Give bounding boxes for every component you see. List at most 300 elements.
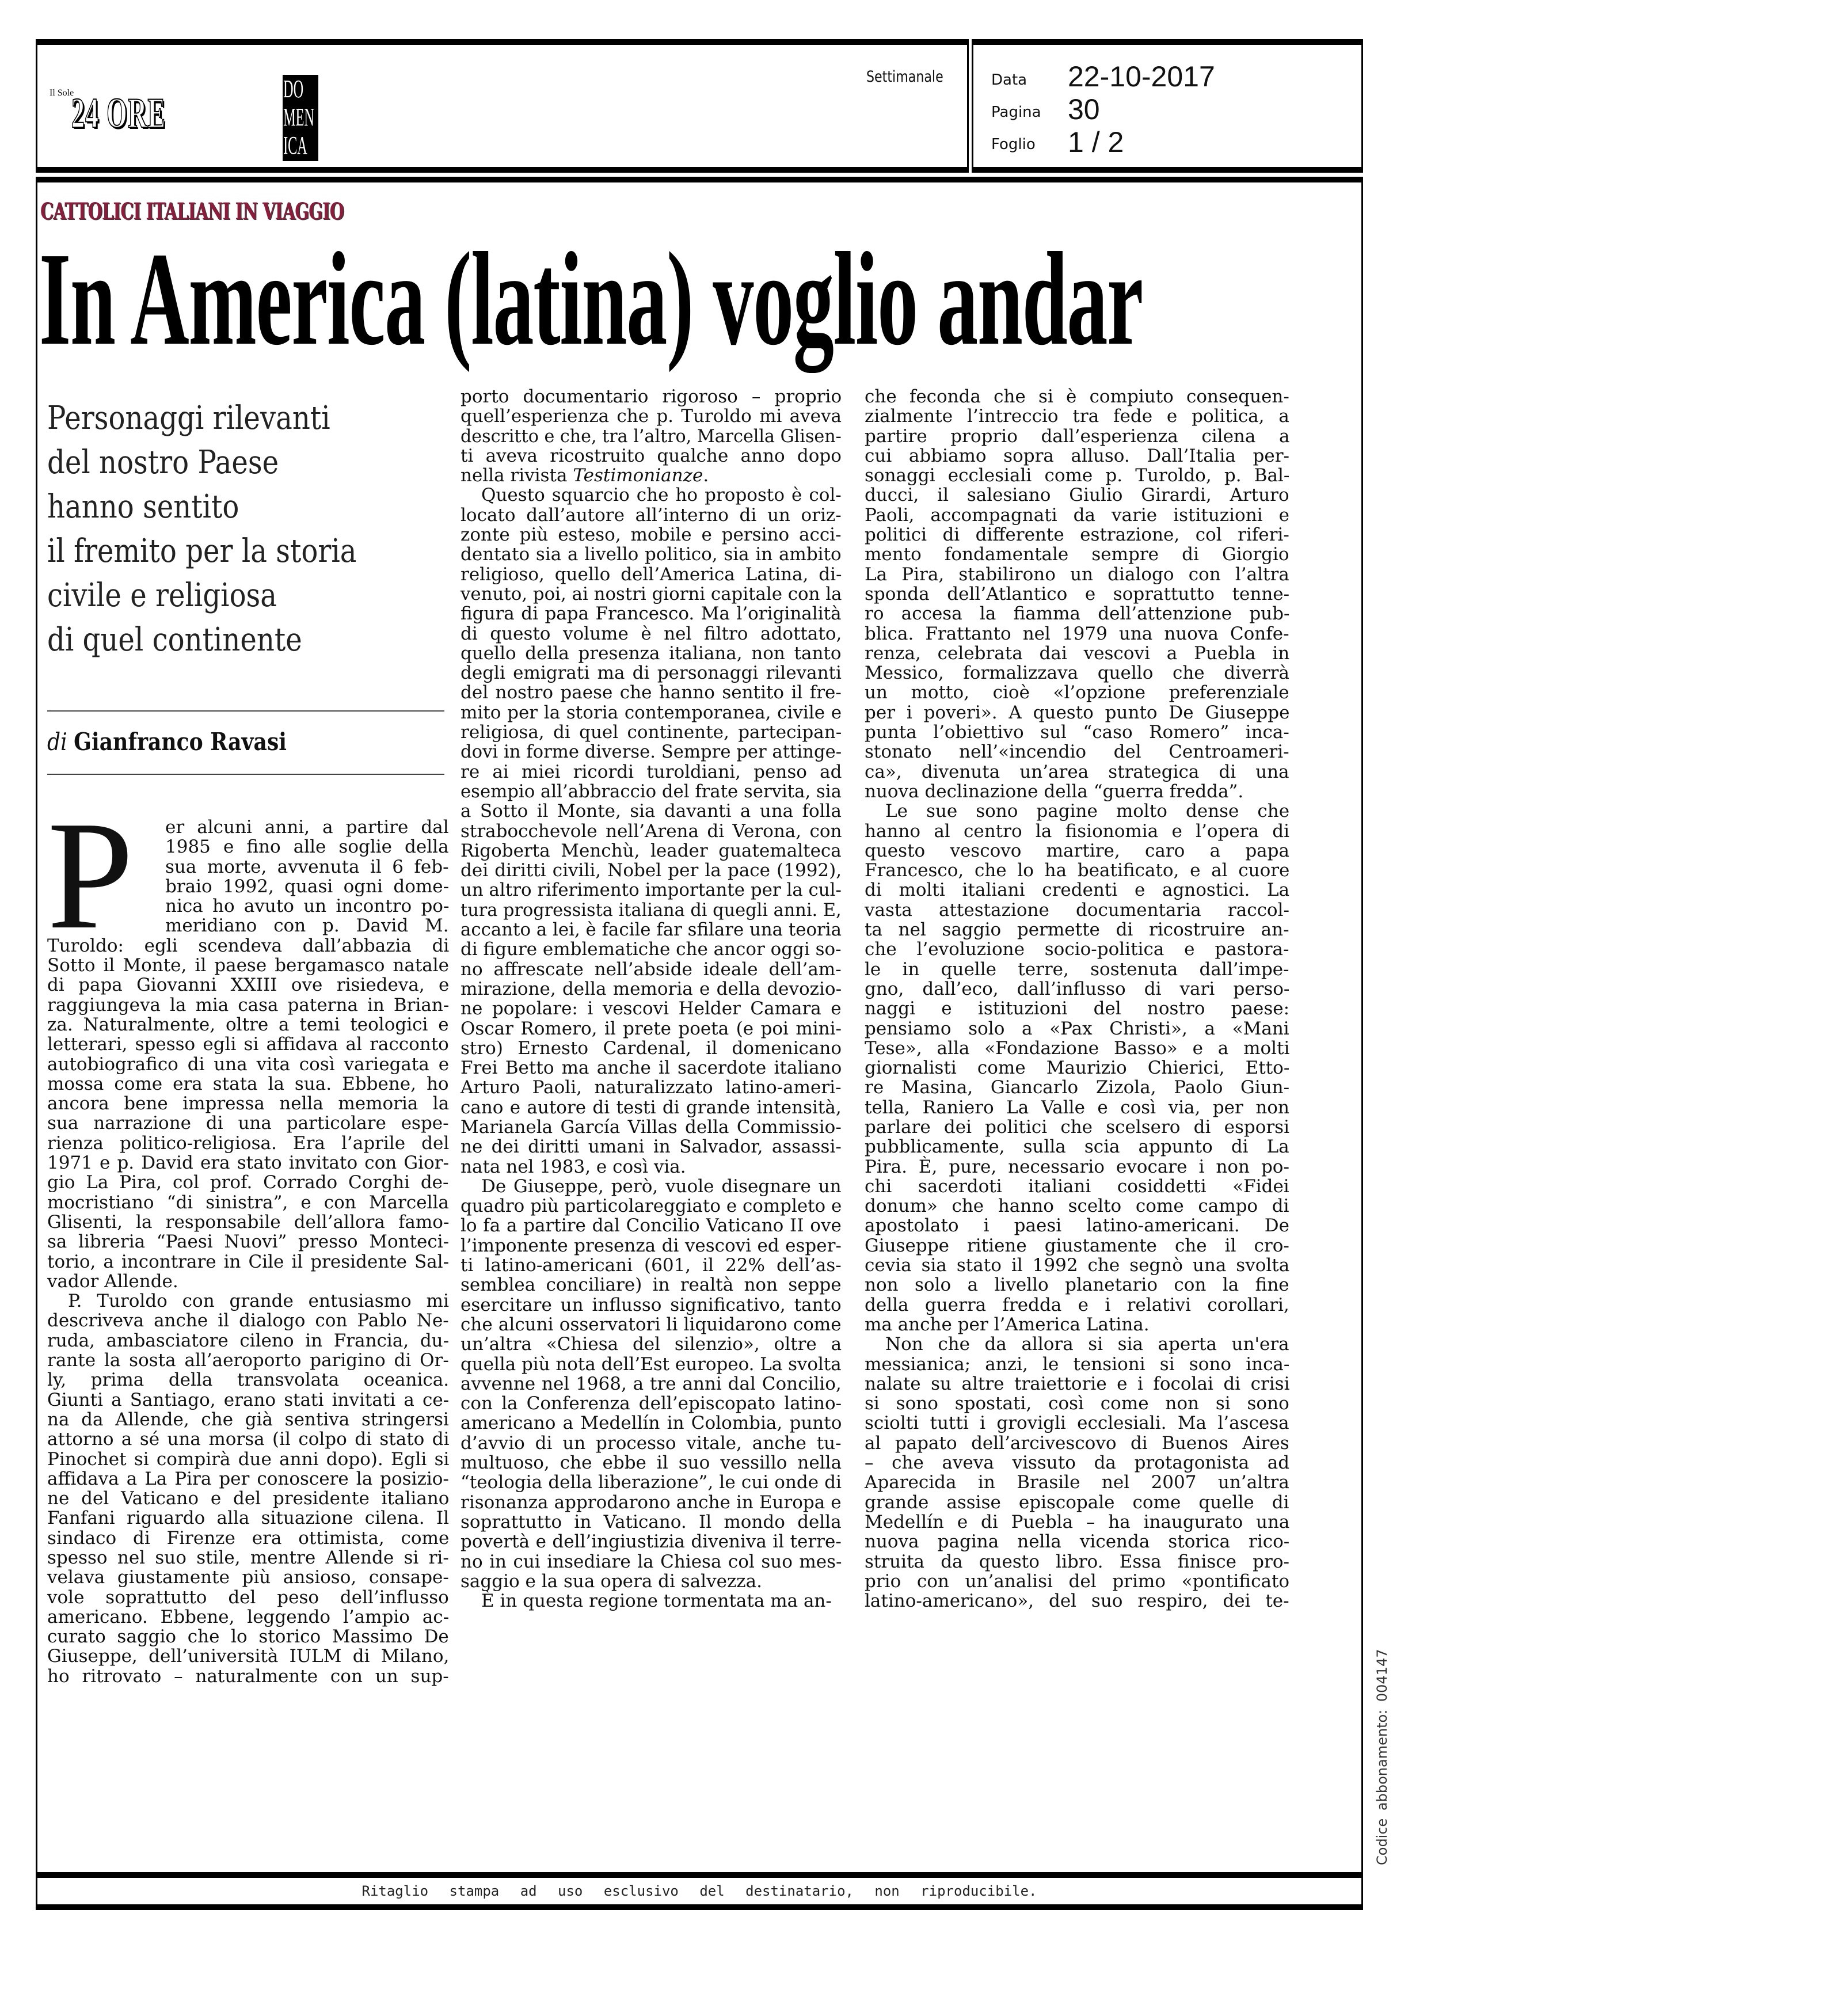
body-line-text — [461, 1078, 842, 1097]
body-line-text — [865, 1512, 1289, 1532]
body-line — [461, 466, 843, 485]
body-line-text — [461, 604, 842, 623]
body-line-words: ducci, il salesiano Giulio Girardi, Arturo — [865, 485, 1289, 506]
body-line-words: Arturo Paoli, naturalizzato latino-ameri- — [461, 1077, 842, 1098]
body-line — [461, 1295, 843, 1315]
body-line — [461, 406, 843, 426]
body-line-words: mirazione, della memoria e della devozio- — [461, 978, 842, 999]
body-line-text — [461, 1413, 842, 1433]
body-line — [47, 1153, 450, 1173]
body-line — [865, 1039, 1291, 1058]
body-line-words: rante la sosta all’aeroporto parigino di Or- — [47, 1350, 449, 1371]
body-line-text — [68, 1291, 449, 1311]
body-line-words: religioso, quello dell’America Latina, di- — [461, 564, 842, 585]
subscription-number: 004147 — [1374, 1649, 1390, 1702]
body-line-text — [47, 1588, 449, 1607]
body-line-text — [865, 1098, 1289, 1117]
body-line-text — [865, 861, 1289, 880]
body-line — [865, 1295, 1291, 1315]
body-line-text — [865, 545, 1289, 564]
body-line — [865, 1098, 1291, 1117]
body-line-text — [865, 1078, 1289, 1097]
meta-value-data: 22-10-2017 — [1068, 60, 1215, 93]
body-line-words: gno, dall’eco, dall’influsso di vari perso- — [865, 978, 1290, 999]
deck-line-text: il fremito per la storia — [47, 532, 357, 570]
body-line-words: – che aveva vissuto da protagonista ad — [865, 1452, 1290, 1474]
body-line-words: con la Conferenza dell’episcopato latino- — [461, 1393, 842, 1414]
body-line-words: di papa Giovanni XXIII ove risiedeva, e — [47, 975, 450, 996]
body-line-words: americano. Ebbene, leggendo l’ampio ac- — [47, 1606, 450, 1627]
body-line — [461, 920, 843, 939]
body-line-text — [461, 1334, 842, 1354]
body-line-text — [865, 979, 1289, 999]
body-line — [47, 1193, 450, 1212]
body-line-words: 1985 e fino alle soglie della — [165, 836, 449, 858]
body-line-text — [865, 920, 1289, 939]
body-line-text — [461, 406, 842, 426]
body-line-words: ly, prima della transvolata oceanica. — [47, 1370, 450, 1391]
body-line-words: no affrescate nell’abside ideale dell’am- — [461, 958, 842, 980]
body-line-text — [461, 1098, 842, 1117]
body-line-text — [461, 979, 842, 999]
body-line — [461, 999, 843, 1018]
body-line-text — [865, 1019, 1289, 1039]
body-line-text — [461, 742, 842, 762]
body-line — [865, 1157, 1291, 1177]
logo-il-sole: Il Sole — [50, 88, 74, 98]
body-line-text — [461, 1039, 842, 1058]
body-line-text — [865, 1256, 1289, 1275]
body-line-text — [461, 920, 842, 939]
body-line — [47, 1390, 450, 1410]
body-line-words: hanno al centro la fisionomia e l’opera di — [865, 820, 1290, 842]
body-line-text — [461, 1236, 842, 1256]
body-line-words: stro) Ernesto Cardenal, il domenicano — [461, 1037, 842, 1059]
body-line — [461, 782, 843, 801]
body-line-text — [865, 821, 1289, 841]
body-line-text — [865, 406, 1289, 426]
body-line — [865, 1019, 1291, 1039]
body-line — [47, 1133, 450, 1153]
body-line-text — [47, 1272, 178, 1291]
body-line-words: un altro riferimento importante per la cul- — [461, 880, 842, 901]
body-line-text — [461, 387, 842, 406]
body-line-words: nica ho avuto un incontro po- — [165, 896, 450, 917]
body-line-text — [865, 1137, 1289, 1157]
body-line-words: Non che da allora si sia aperta un'era — [885, 1334, 1289, 1355]
body-line-words: povertà e dell’ingiustizia diveniva il terre- — [461, 1531, 842, 1553]
subscription-label: Codice abbonamento: — [1374, 1709, 1390, 1865]
body-line — [865, 920, 1291, 939]
body-line-text — [461, 663, 842, 683]
body-line-text — [47, 1450, 449, 1469]
body-line — [865, 663, 1291, 683]
body-line-text — [461, 861, 842, 880]
body-line — [865, 1394, 1291, 1413]
body-line — [865, 525, 1291, 545]
body-line-text — [461, 703, 842, 722]
body-line — [461, 1315, 843, 1334]
body-line-words: tella, Raniero La Valle e così via, per non — [865, 1097, 1289, 1118]
body-line — [461, 446, 843, 466]
body-line-text — [885, 1334, 1289, 1354]
body-line-words: ne del Vaticano e del presidente italiano — [47, 1488, 450, 1509]
body-line-text — [461, 1315, 842, 1334]
body-line — [47, 1351, 450, 1370]
body-line-text — [461, 939, 842, 959]
body-line-words: 1971 e p. David era stato invitato con Gior- — [47, 1152, 449, 1174]
body-line-text — [165, 877, 449, 896]
body-line — [461, 1216, 843, 1235]
body-line — [865, 505, 1291, 525]
logo-domenica-line: DO — [283, 75, 304, 103]
body-line-text — [47, 1528, 449, 1548]
body-line-text — [461, 1275, 842, 1295]
body-line-words: Le sue sono pagine molto dense che — [885, 801, 1290, 822]
body-line-words: accanto a lei, è facile far sfilare una teoria — [461, 919, 842, 941]
body-line — [461, 1196, 843, 1216]
body-line — [47, 1015, 450, 1034]
body-line — [47, 817, 450, 837]
body-line-words: cano e autore di testi di grande intensità, — [461, 1097, 842, 1118]
body-line-words: sonaggi ecclesiali come p. Turoldo, p. Bal- — [865, 465, 1290, 486]
body-line-text — [461, 1433, 842, 1453]
italic-title: Testimonianze — [573, 465, 703, 486]
body-line — [47, 1331, 450, 1351]
body-line-words: renza, celebrata dai vescovi a Puebla in — [865, 642, 1290, 664]
body-line-text — [47, 1173, 449, 1192]
body-line-words: messianica; anzi, le tensioni si sono inca- — [865, 1353, 1290, 1375]
punctuation: . — [703, 465, 709, 486]
body-line — [47, 877, 450, 896]
body-line-words: avvenne nel 1968, a tre anni dal Concilio, — [461, 1373, 842, 1394]
body-line — [47, 975, 450, 995]
body-line-text — [461, 999, 842, 1018]
body-line-words: De Giuseppe, però, vuole disegnare un — [481, 1176, 842, 1197]
body-line-text — [865, 1453, 1289, 1473]
body-line-words: quella più nota dell’Est europeo. La svolta — [461, 1353, 842, 1375]
body-line-text — [865, 525, 1289, 545]
body-line — [461, 1355, 843, 1374]
body-line — [461, 979, 843, 999]
byline-inner — [47, 726, 287, 758]
body-line — [865, 1216, 1291, 1235]
body-line-words: Giuseppe, dell’università IULM di Milano, — [47, 1646, 450, 1667]
body-line — [461, 545, 843, 564]
body-line-words: locato dall’autore all’interno di un oriz- — [461, 504, 842, 526]
body-line-words: Glisenti, la responsabile dell’allora famo- — [47, 1211, 450, 1233]
body-line-words: questo vescovo martire, caro a papa — [865, 840, 1289, 861]
body-line — [461, 1512, 843, 1532]
body-column-2 — [461, 387, 843, 1611]
body-line-words: americano a Medellín in Colombia, punto — [461, 1413, 842, 1434]
body-line-words: per i poveri». A questo punto De Giuseppe — [865, 702, 1290, 723]
body-line — [865, 1413, 1291, 1433]
body-line — [461, 505, 843, 525]
body-line-words: al papato dell’arcivescovo di Buenos Aires — [865, 1432, 1289, 1454]
body-line — [865, 1275, 1291, 1295]
body-line-text — [47, 1508, 449, 1528]
body-line-text — [461, 821, 842, 841]
body-line — [461, 644, 843, 663]
body-line-text — [165, 857, 449, 877]
body-line — [461, 1591, 843, 1611]
body-line-text — [47, 1212, 449, 1232]
byline — [47, 726, 326, 758]
body-line — [865, 624, 1291, 644]
body-line-words: quadro più particolareggiato e completo e — [461, 1196, 842, 1217]
body-line-words: mossa come era stata la sua. Ebbene, ho — [47, 1073, 449, 1094]
body-line-text — [461, 1019, 842, 1039]
body-line-text — [47, 975, 449, 995]
body-line — [47, 896, 450, 916]
kicker-text: CATTOLICI ITALIANI IN VIAGGIO — [40, 198, 344, 225]
body-line-words: ma anche per l’America Latina. — [865, 1314, 1150, 1335]
body-line-words: Tese», alla «Fondazione Basso» e a molti — [865, 1037, 1290, 1059]
body-line — [461, 1413, 843, 1433]
body-line-words: zonte più esteso, mobile e persino acci- — [461, 524, 842, 546]
body-line-text — [165, 817, 449, 837]
body-line-words: di questo volume è nel filtro adottato, — [461, 623, 842, 644]
body-line — [865, 722, 1291, 742]
body-line-text — [461, 565, 842, 584]
body-line — [461, 939, 843, 959]
body-line — [47, 1113, 450, 1133]
body-line — [461, 1039, 843, 1058]
byline-prefix: di — [47, 728, 67, 756]
body-line-words: porto documentario rigoroso – proprio — [461, 386, 842, 407]
body-line-words: ta nel saggio permette di ricostruire an- — [865, 919, 1289, 941]
body-line-text — [481, 1591, 832, 1611]
body-line-text — [461, 1157, 686, 1177]
body-line — [461, 565, 843, 584]
body-line — [865, 861, 1291, 880]
body-line-text — [461, 782, 842, 801]
body-line — [865, 1058, 1291, 1078]
body-line-text — [865, 584, 1289, 604]
body-line-words: za. Naturalmente, oltre a temi teologici e — [47, 1014, 449, 1035]
body-line-text — [865, 960, 1289, 979]
body-line-words: Rigoberta Menchù, leader guatemalteca — [461, 840, 842, 861]
body-line — [47, 956, 450, 975]
body-line — [47, 1508, 450, 1528]
body-line-text — [865, 387, 1289, 406]
body-line — [47, 1429, 450, 1449]
body-line-words: dovi in forme diverse. Sempre per attinge- — [461, 741, 842, 763]
body-line-words: meridiano con p. David M. — [165, 915, 449, 937]
body-line-text — [865, 1552, 1289, 1572]
body-line-words: “teologia della liberazione”, le cui onde di — [461, 1472, 842, 1493]
body-line — [461, 1552, 843, 1572]
body-line — [47, 1034, 450, 1054]
meta-value-pagina: 30 — [1068, 93, 1100, 125]
body-line-text — [461, 1355, 842, 1374]
body-line-text — [47, 1153, 449, 1173]
body-line-text — [865, 604, 1289, 623]
body-line-text — [865, 624, 1289, 644]
body-line — [865, 1078, 1291, 1097]
body-line — [865, 900, 1291, 920]
body-line — [865, 644, 1291, 663]
body-line-text — [461, 1473, 842, 1492]
body-line-text — [865, 446, 1289, 466]
body-line — [461, 841, 843, 861]
body-line-words: d’avvio di un processo vitale, anche tu- — [461, 1432, 842, 1454]
body-line-words: latino-americano», del suo respiro, dei te- — [865, 1591, 1289, 1612]
body-line — [461, 387, 843, 406]
body-line-words: le in quelle terre, sostenuta dall’impe- — [865, 958, 1289, 980]
body-line-text — [865, 762, 1289, 782]
body-line-words: La Pira, stabilirono un dialogo con l’altra — [865, 564, 1289, 585]
body-line — [47, 1094, 450, 1113]
body-line-text — [47, 1568, 449, 1587]
body-line-words: prio con un’analisi del primo «pontificato — [865, 1570, 1290, 1592]
body-line-text — [865, 466, 1289, 485]
body-line-text — [865, 1236, 1289, 1256]
logo-domenica — [283, 75, 318, 161]
body-line-words: che alcuni osservatori li liquidarono come — [461, 1314, 842, 1335]
deck-line-text: di quel continente — [47, 621, 302, 659]
body-line — [865, 1137, 1291, 1157]
body-line-text — [47, 1627, 449, 1646]
deck-line-text: hanno sentito — [47, 488, 239, 526]
body-line-text — [865, 1117, 1289, 1137]
meta-label-foglio: Foglio — [991, 136, 1036, 153]
body-line — [47, 1232, 450, 1252]
body-line — [865, 1493, 1291, 1512]
body-line — [461, 525, 843, 545]
body-line-words: gio La Pira, col prof. Corrado Corghi de- — [47, 1172, 449, 1193]
body-line-words: cui abbiamo sopra alluso. Dall’Italia per- — [865, 445, 1290, 466]
body-line-words: rienza politico-religiosa. Era l’aprile del — [47, 1132, 450, 1154]
body-line-words: multuoso, che ebbe il suo vessillo nella — [461, 1452, 842, 1474]
body-line — [461, 1078, 843, 1097]
body-line — [461, 1275, 843, 1295]
body-line — [47, 1291, 450, 1311]
body-line — [865, 1374, 1291, 1394]
body-line-text — [461, 722, 842, 742]
body-line — [865, 1453, 1291, 1473]
body-line-words: di figure emblematiche che ancor oggi so- — [461, 939, 842, 960]
body-line-words: Paoli, accompagnati da varie istituzioni e — [865, 504, 1289, 526]
body-line-text — [865, 1216, 1289, 1235]
body-line-text — [865, 1196, 1289, 1216]
body-line-text — [461, 525, 842, 545]
body-line-text — [865, 1315, 1150, 1334]
body-line-text — [865, 880, 1289, 900]
body-line-words: risonanza approdarono anche in Europa e — [461, 1492, 842, 1513]
body-line-words: mento fondamentale sempre di Giorgio — [865, 544, 1289, 565]
kicker — [40, 198, 462, 226]
body-line — [461, 1137, 843, 1157]
body-line-words: nuova declinazione della “guerra fredda”. — [865, 781, 1244, 802]
body-line-text — [461, 801, 842, 821]
body-line-words: grande assise episcopale come quelle di — [865, 1492, 1289, 1513]
body-line — [461, 683, 843, 702]
body-line-words: zialmente l’intreccio tra fede e politica, a — [865, 406, 1289, 427]
body-line — [47, 936, 450, 956]
body-line-text — [461, 1117, 842, 1137]
body-line-text — [47, 1015, 449, 1034]
body-line-words: si sono spostati, così come non si sono — [865, 1393, 1289, 1414]
body-line-words: Turoldo: egli scendeva dall’abbazia di — [47, 935, 450, 956]
body-line-text — [165, 896, 449, 916]
body-line-words: quello della presenza italiana, non tanto — [461, 642, 842, 664]
body-line-text — [865, 782, 1243, 801]
body-line-words: venuto, poi, ai nostri giorni capitale con la — [461, 583, 842, 604]
periodicity-text: Settimanale — [866, 68, 943, 86]
body-line — [865, 880, 1291, 900]
body-line-text — [461, 841, 842, 861]
body-line-words: ruda, ambasciatore cileno in Francia, du- — [47, 1330, 450, 1351]
body-line — [47, 1272, 450, 1291]
body-line — [865, 999, 1291, 1018]
body-line-text — [481, 1177, 842, 1196]
body-line — [461, 742, 843, 762]
body-line — [865, 742, 1291, 762]
body-line-words: un motto, cioè «l’opzione preferenziale — [865, 682, 1289, 703]
deck-line-text: civile e religiosa — [47, 577, 277, 614]
body-line-words: Oscar Romero, il prete poeta (e poi mini- — [461, 1018, 842, 1039]
logo-24-ore — [71, 88, 267, 139]
body-line — [865, 801, 1291, 821]
body-line — [461, 1572, 843, 1591]
body-line-words: l’imponente presenza di vescovi ed esper- — [461, 1235, 842, 1256]
body-line — [865, 1334, 1291, 1354]
body-line-text — [865, 1572, 1289, 1591]
body-line-text — [47, 1193, 449, 1212]
body-line-text — [461, 880, 842, 900]
body-line-words: giornalisti come Maurizio Chierici, Etto- — [865, 1058, 1290, 1079]
body-line-words: Medellín e di Puebla – ha inaugurato una — [865, 1511, 1290, 1532]
body-line — [865, 1552, 1291, 1572]
body-line-words: del nostro paese che hanno sentito il fre- — [461, 682, 842, 703]
body-line-text — [461, 1256, 842, 1275]
body-line — [865, 427, 1291, 446]
logo-domenica-line: ICA — [283, 131, 307, 159]
body-line-words: Questo squarcio che ho proposto è col- — [481, 485, 842, 506]
body-line-words: braio 1992, quasi ogni dome- — [165, 876, 450, 897]
body-line-text — [865, 742, 1289, 762]
body-line — [47, 1450, 450, 1469]
body-line — [461, 1453, 843, 1473]
body-line-text — [47, 1113, 449, 1133]
body-line-text — [47, 1607, 449, 1627]
body-line-text — [461, 466, 709, 485]
body-line — [865, 1117, 1291, 1137]
body-line-words: ti aveva ricostruito qualche anno dopo — [461, 445, 842, 466]
body-line-words: Fanfani riguardo alla situazione cilena. Il — [47, 1508, 450, 1529]
body-line — [865, 1236, 1291, 1256]
body-line-words: di molti italiani credenti e agnostici. La — [865, 880, 1290, 901]
body-line-text — [461, 1453, 842, 1473]
body-line — [47, 1588, 450, 1607]
body-line-text — [865, 1295, 1289, 1315]
body-line-text — [47, 956, 449, 975]
body-line — [461, 584, 843, 604]
body-line — [865, 604, 1291, 623]
body-line — [461, 1236, 843, 1256]
body-line — [865, 1355, 1291, 1374]
body-line-words: È in questa regione tormentata ma an- — [481, 1591, 832, 1612]
body-line-text — [865, 1275, 1289, 1295]
body-line — [865, 1591, 1291, 1611]
body-line-text — [47, 1429, 450, 1449]
body-line — [461, 1058, 843, 1078]
body-line-text — [461, 1058, 842, 1078]
meta-value-foglio: 1 / 2 — [1068, 126, 1124, 158]
body-line-words: apostolato i paesi latino-americani. De — [865, 1215, 1289, 1237]
